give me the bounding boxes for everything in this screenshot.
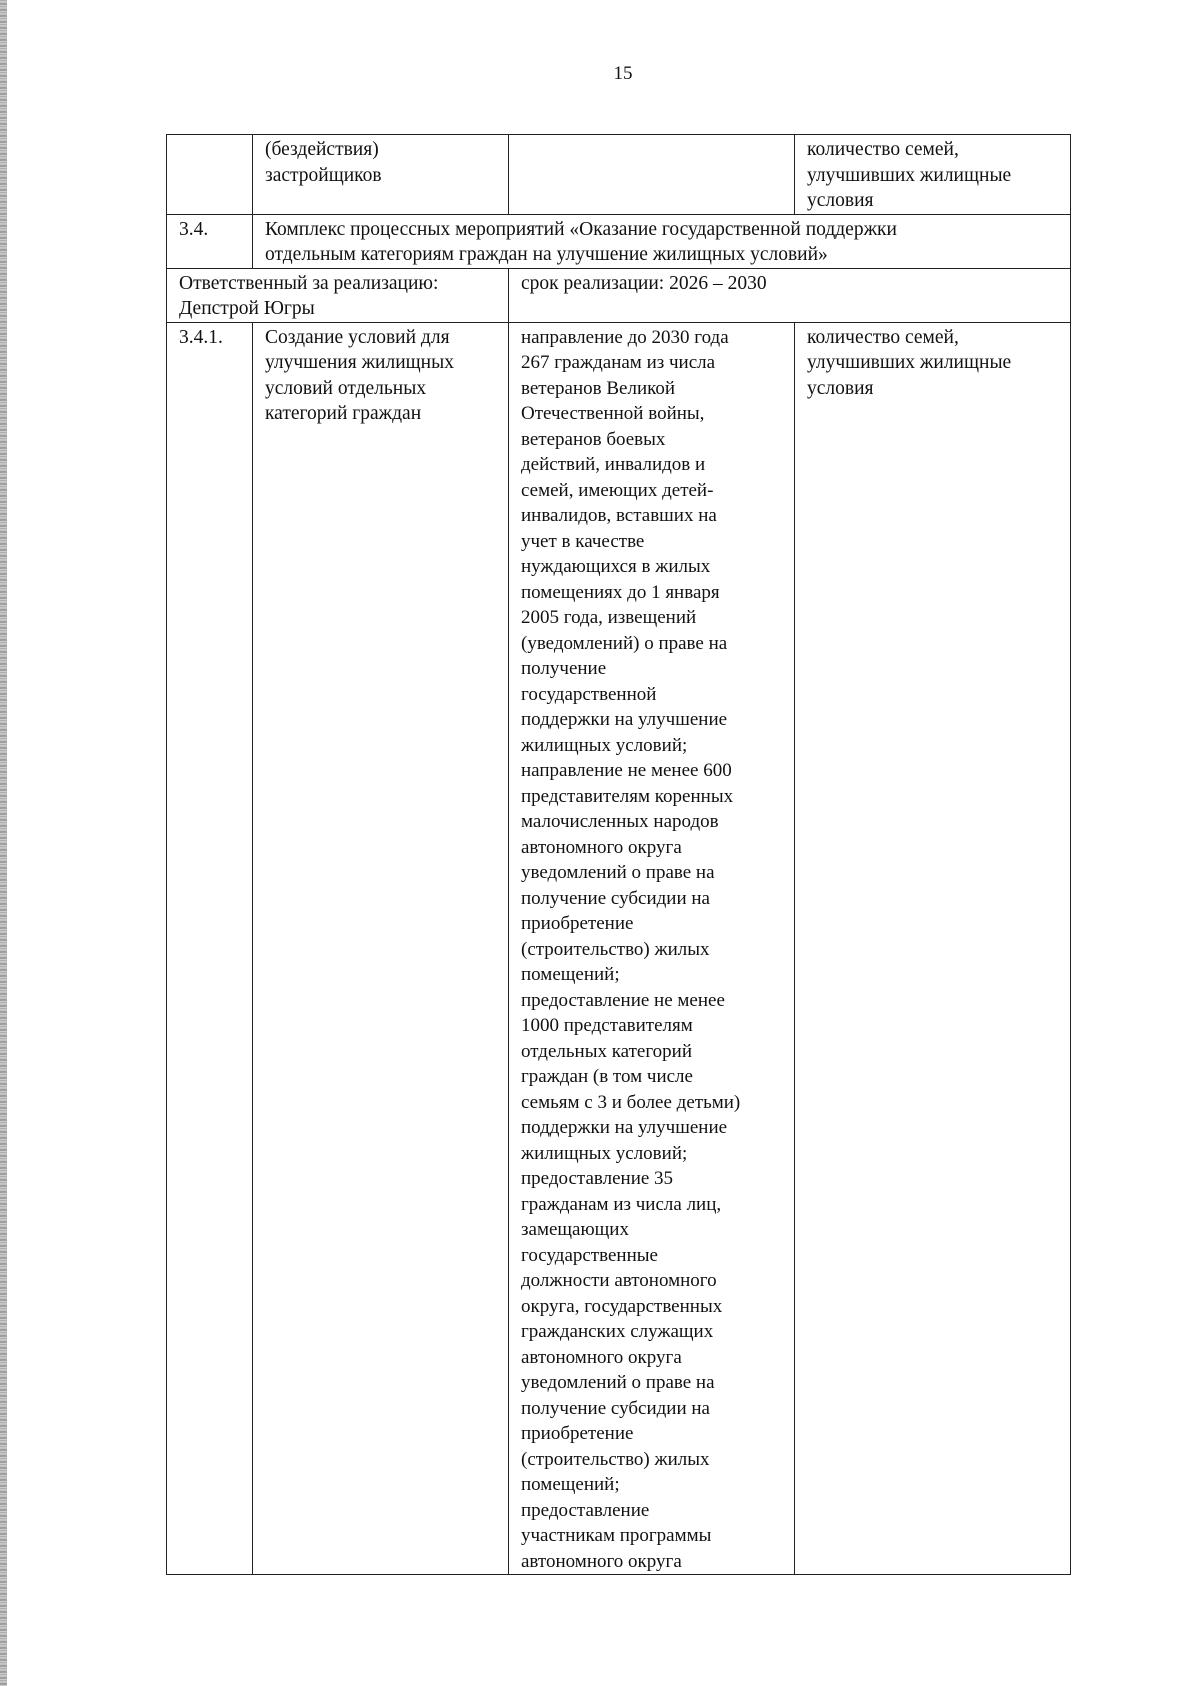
responsible-cell: Ответственный за реализацию: Депстрой Югры [167,268,509,322]
table-row [167,322,1071,1575]
section-number-cell: 3.4. [167,214,253,268]
task-cell: Создание условий для улучшения жилищных условий отдельных категорий граждан [253,322,509,1575]
indicator-cell: количество семей, улучшивших жилищные условия [795,322,1071,1575]
table-row [167,268,1071,322]
table-row [167,135,1071,215]
task-cell: (бездействия) застройщиков [253,135,509,215]
measures-table [166,134,1071,1575]
section-title-cell: Комплекс процессных мероприятий «Оказание государственной поддержки отдельным категориям граждан на улучшение жилищных условий» [253,214,1071,268]
number-cell [167,135,253,215]
number-cell: 3.4.1. [167,322,253,1575]
result-cell [509,135,795,215]
indicator-cell: количество семей, улучшивших жилищные условия [795,135,1071,215]
result-cell: направление до 2030 года 267 гражданам из числа ветеранов Великой Отечественной войны, ветеранов боевых действий, инвалидов и семей, имеющих детей- инвалидов, вставших на учет в качестве нуждающихся в жилых помещениях до 1 января 2005 года, извещений (уведомлений) о праве на получение государственной поддержки на улучшение жилищных условий; направление не менее 600 представителям коренных малочисленных народов автономного округа уведомлений о праве на получение субсидии на приобретение (строительство) жилых помещений; предоставление не менее 1000 представителям отдельных категорий граждан (в том числе семьям с 3 и более детьми) поддержки на улучшение жилищных условий; предоставление 35 гражданам из числа лиц, замещающих государственные должности автономного округа, государственных гражданских служащих автономного округа уведомлений о праве на получение субсидии на приобретение (строительство) жилых помещений; предоставление участникам программы автономного округа [509,322,795,1575]
term-cell: срок реализации: 2026 – 2030 [509,268,1071,322]
table-row [167,214,1071,268]
scan-edge [0,0,7,1686]
page-number: 15 [613,63,633,84]
